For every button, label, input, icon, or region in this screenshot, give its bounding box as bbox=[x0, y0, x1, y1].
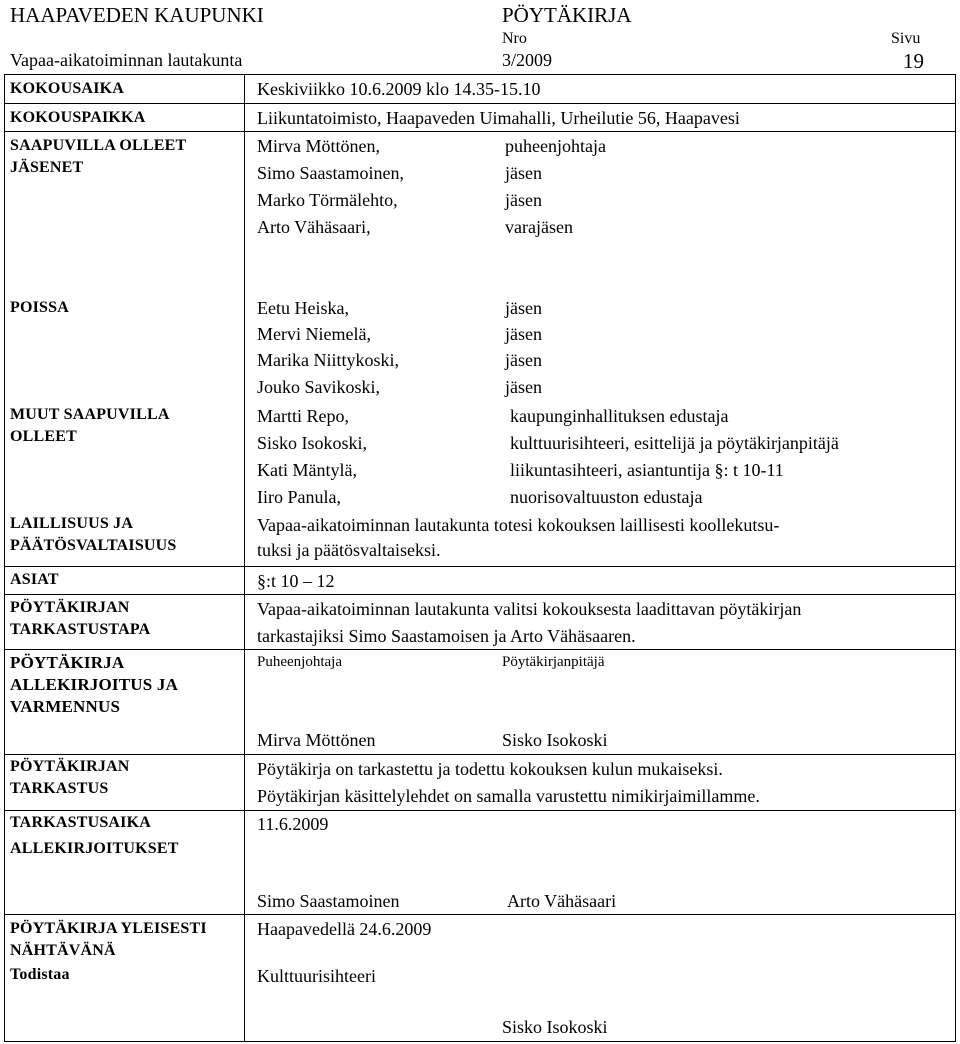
present-member-name: Arto Vähäsaari, bbox=[257, 217, 371, 237]
items-value: §:t 10 – 12 bbox=[257, 571, 335, 591]
review-date-label: TARKASTUSAIKA bbox=[10, 814, 151, 831]
signing-label-3: VARMENNUS bbox=[10, 697, 121, 716]
others-label: MUUT SAAPUVILLA bbox=[10, 406, 170, 423]
other-member-name: Iiro Panula, bbox=[257, 487, 341, 507]
present-member-role: jäsen bbox=[505, 163, 542, 183]
present-member-name: Marko Törmälehto, bbox=[257, 190, 398, 210]
meeting-time-value: Keskiviikko 10.6.2009 klo 14.35-15.10 bbox=[257, 79, 541, 99]
nro-label: Nro bbox=[502, 30, 527, 47]
meeting-place-label: KOKOUSPAIKKA bbox=[10, 109, 146, 126]
legality-text: Vapaa-aikatoiminnan lautakunta totesi kokouksen laillisesti koollekutsu- bbox=[257, 515, 780, 535]
absent-member-role: jäsen bbox=[505, 377, 542, 397]
review-label-2: TARKASTUS bbox=[10, 780, 109, 797]
public-display-label-2: NÄHTÄVÄNÄ bbox=[10, 942, 116, 959]
row-divider bbox=[4, 754, 956, 755]
signing-label: PÖYTÄKIRJA bbox=[10, 653, 125, 672]
row-divider bbox=[4, 566, 956, 567]
present-member-name: Simo Saastamoinen, bbox=[257, 163, 404, 183]
other-member-name: Kati Mäntylä, bbox=[257, 460, 357, 480]
other-member-role: kulttuurisihteeri, esittelijä ja pöytäkirjanpitäjä bbox=[510, 433, 839, 453]
other-member-role: liikuntasihteeri, asiantuntija §: t 10-11 bbox=[510, 460, 784, 480]
meeting-place-value: Liikuntatoimisto, Haapaveden Uimahalli, Urheilutie 56, Haapavesi bbox=[257, 108, 740, 128]
row-divider bbox=[4, 914, 956, 915]
public-display-label: PÖYTÄKIRJA YLEISESTI bbox=[10, 920, 207, 937]
other-member-role: kaupunginhallituksen edustaja bbox=[510, 406, 729, 426]
secretary-signature-name: Sisko Isokoski bbox=[502, 730, 608, 750]
legality-text-2: tuksi ja päätösvaltaiseksi. bbox=[257, 540, 441, 560]
present-member-name: Mirva Möttönen, bbox=[257, 136, 380, 156]
row-divider bbox=[4, 131, 956, 132]
page-number: 19 bbox=[903, 49, 924, 73]
reviewer-signature-name: Simo Saastamoinen bbox=[257, 891, 400, 911]
absent-member-name: Marika Niittykoski, bbox=[257, 350, 399, 370]
review-method-text-2: tarkastajiksi Simo Saastamoisen ja Arto Vähäsaaren. bbox=[257, 626, 636, 646]
document-header bbox=[0, 0, 960, 72]
present-label: SAAPUVILLA OLLEET bbox=[10, 137, 187, 154]
legality-label: LAILLISUUS JA bbox=[10, 515, 134, 532]
review-label: PÖYTÄKIRJAN bbox=[10, 758, 130, 775]
public-display-place-date: Haapavedellä 24.6.2009 bbox=[257, 919, 432, 939]
column-divider bbox=[244, 74, 245, 1042]
absent-member-name: Jouko Savikoski, bbox=[257, 377, 381, 397]
row-divider bbox=[4, 649, 956, 650]
present-label-2: JÄSENET bbox=[10, 159, 84, 176]
review-method-label-2: TARKASTUSTAPA bbox=[10, 621, 151, 638]
chair-signature-name: Mirva Möttönen bbox=[257, 730, 376, 750]
present-member-role: jäsen bbox=[505, 190, 542, 210]
signing-label-2: ALLEKIRJOITUS JA bbox=[10, 675, 179, 694]
meeting-time-label: KOKOUSAIKA bbox=[10, 80, 125, 97]
present-member-role: puheenjohtaja bbox=[505, 136, 606, 156]
absent-member-role: jäsen bbox=[505, 298, 542, 318]
absent-member-name: Mervi Niemelä, bbox=[257, 324, 371, 344]
row-divider bbox=[4, 810, 956, 811]
review-method-text: Vapaa-aikatoiminnan lautakunta valitsi kokouksesta laadittavan pöytäkirjan bbox=[257, 599, 802, 619]
attest-label: Todistaa bbox=[10, 966, 70, 983]
minutes-table bbox=[4, 74, 956, 1042]
committee-name: Vapaa-aikatoiminnan lautakunta bbox=[10, 50, 243, 70]
signatures-label: ALLEKIRJOITUKSET bbox=[10, 840, 179, 857]
review-text-2: Pöytäkirjan käsittelylehdet on samalla varustettu nimikirjaimillamme. bbox=[257, 786, 760, 806]
page-label: Sivu bbox=[891, 30, 921, 47]
other-member-role: nuorisovaltuuston edustaja bbox=[510, 487, 703, 507]
absent-label: POISSA bbox=[10, 299, 69, 316]
document-type: PÖYTÄKIRJA bbox=[502, 3, 632, 27]
chair-role: Puheenjohtaja bbox=[257, 654, 342, 670]
attester-signature-name: Sisko Isokoski bbox=[502, 1017, 608, 1037]
city-name: HAAPAVEDEN KAUPUNKI bbox=[10, 3, 264, 27]
absent-member-name: Eetu Heiska, bbox=[257, 298, 349, 318]
attester-title: Kulttuurisihteeri bbox=[257, 966, 376, 986]
items-label: ASIAT bbox=[10, 571, 59, 588]
present-member-role: varajäsen bbox=[505, 217, 573, 237]
others-label-2: OLLEET bbox=[10, 428, 78, 445]
review-text: Pöytäkirja on tarkastettu ja todettu kokouksen kulun mukaiseksi. bbox=[257, 759, 723, 779]
reviewer-signature-name: Arto Vähäsaari bbox=[507, 891, 617, 911]
other-member-name: Martti Repo, bbox=[257, 406, 349, 426]
review-method-label: PÖYTÄKIRJAN bbox=[10, 599, 130, 616]
row-divider bbox=[4, 103, 956, 104]
nro-value: 3/2009 bbox=[502, 50, 553, 70]
review-date-value: 11.6.2009 bbox=[257, 814, 329, 834]
secretary-role: Pöytäkirjanpitäjä bbox=[502, 654, 605, 670]
legality-label-2: PÄÄTÖSVALTAISUUS bbox=[10, 537, 177, 554]
other-member-name: Sisko Isokoski, bbox=[257, 433, 368, 453]
row-divider bbox=[4, 594, 956, 595]
absent-member-role: jäsen bbox=[505, 324, 542, 344]
absent-member-role: jäsen bbox=[505, 350, 542, 370]
